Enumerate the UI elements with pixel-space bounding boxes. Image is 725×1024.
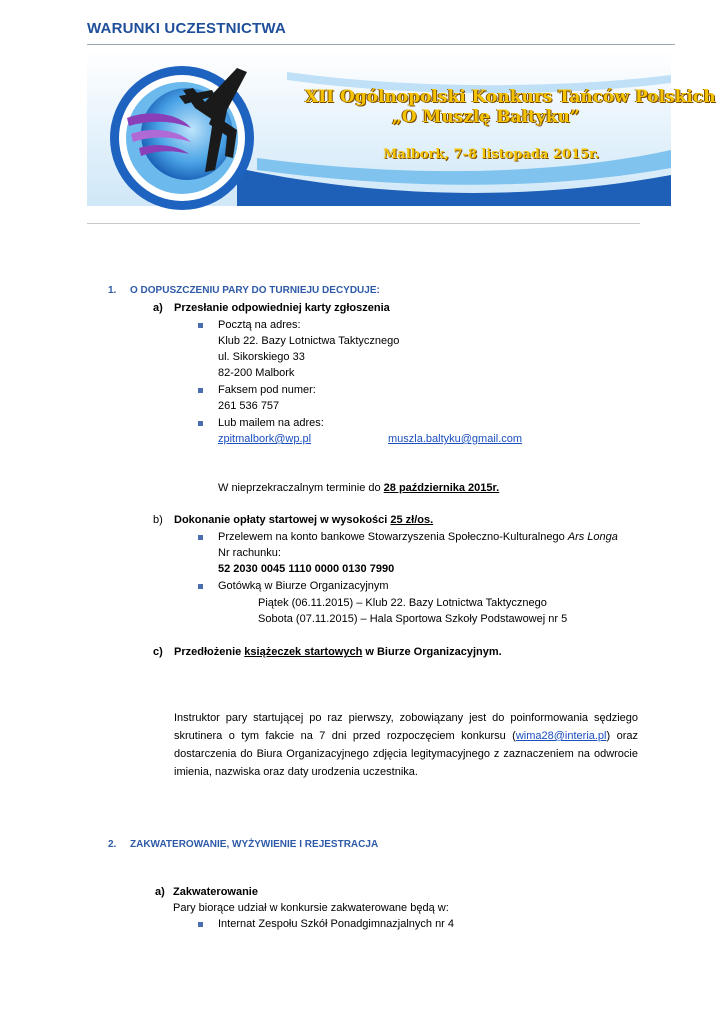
fee-prefix: Dokonanie opłaty startowej w wysokości <box>174 514 391 526</box>
accommodation-text: Pary biorące udział w konkursie zakwaterowane będą w: <box>173 902 449 914</box>
cash-text: Gotówką w Biurze Organizacyjnym <box>218 580 389 592</box>
item-a-label: a) <box>153 302 163 314</box>
booklet-term: książeczek startowych <box>244 646 363 658</box>
fax-label: Faksem pod numer: <box>218 384 316 396</box>
bullet-icon <box>198 584 203 589</box>
instructor-paragraph <box>174 709 638 781</box>
address-line-2: ul. Sikorskiego 33 <box>218 351 305 363</box>
banner-date: Malbork, 7-8 listopada 2015r. <box>383 147 600 162</box>
item-a-title: Przesłanie odpowiedniej karty zgłoszenia <box>174 302 390 314</box>
item-c-text <box>174 646 502 658</box>
bullet-icon <box>198 922 203 927</box>
item-b-label: b) <box>153 514 163 526</box>
mail-label: Lub mailem na adres: <box>218 417 324 429</box>
section-2-title: ZAKWATEROWANIE, WYŻYWIENIE I REJESTRACJA <box>130 839 379 850</box>
email-link-2[interactable]: muszla.baltyku@gmail.com <box>388 433 523 445</box>
banner-graphic <box>87 50 671 206</box>
banner-subtitle: „O Muszlę Bałtyku” <box>392 107 580 127</box>
booklet-suffix: w Biurze Organizacyjnym. <box>362 646 502 658</box>
item-2a-label: a) <box>155 886 165 898</box>
event-banner <box>87 50 716 206</box>
banner-title: XII Ogólnopolski Konkurs Tańców Polskich <box>305 87 716 107</box>
office-day-2: Sobota (07.11.2015) – Hala Sportowa Szkoły Podstawowej nr 5 <box>258 613 568 625</box>
item-2a-title: Zakwaterowanie <box>173 886 258 898</box>
fee-amount: 25 zł/os. <box>390 514 434 526</box>
bullet-icon <box>198 421 203 426</box>
bullet-icon <box>198 323 203 328</box>
section-1-title: O DOPUSZCZENIU PARY DO TURNIEJU DECYDUJE: <box>130 285 380 296</box>
transfer-prefix: Przelewem na konto bankowe Stowarzyszenia Społeczno-Kulturalnego <box>218 531 568 543</box>
office-day-1: Piątek (06.11.2015) – Klub 22. Bazy Lotnictwa Taktycznego <box>258 597 547 609</box>
deadline-date: 28 października 2015r. <box>383 482 500 494</box>
item-b-title <box>174 514 433 526</box>
post-label: Pocztą na adres: <box>218 319 301 331</box>
fax-number: 261 536 757 <box>218 400 280 412</box>
section-1-number: 1. <box>108 285 117 296</box>
deadline-text <box>218 482 499 494</box>
booklet-prefix: Przedłożenie <box>174 646 245 658</box>
item-c-label: c) <box>153 646 163 658</box>
header-divider <box>87 223 640 224</box>
paragraph-text-1: Instruktor pary startującej po raz pierwszy, zobowiązany jest do poinformowania sędziego skrutinera o tym fakcie na 7 dni przed rozpoczęciem konkursu ( <box>174 712 638 742</box>
document-title: WARUNKI UCZESTNICTWA <box>87 20 286 37</box>
transfer-text <box>218 531 618 543</box>
account-label: Nr rachunku: <box>218 547 281 559</box>
accommodation-place: Internat Zespołu Szkół Ponadgimnazjalnych nr 4 <box>218 918 455 930</box>
account-number: 52 2030 0045 1110 0000 0130 7990 <box>218 563 395 575</box>
title-divider <box>87 44 675 45</box>
section-2-number: 2. <box>108 839 117 850</box>
bullet-icon <box>198 388 203 393</box>
association-name: Ars Longa <box>567 531 618 543</box>
deadline-prefix: W nieprzekraczalnym terminie do <box>218 482 384 494</box>
address-line-1: Klub 22. Bazy Lotnictwa Taktycznego <box>218 335 400 347</box>
scrutineer-email-link[interactable]: wima28@interia.pl <box>515 730 607 742</box>
bullet-icon <box>198 535 203 540</box>
paragraph-text-2: ) oraz dostarczenia do Biura Organizacyjnego zdjęcia legitymacyjnego z zaznaczeniem na odwrocie imienia, nazwiska oraz daty urodzenia uczestnika. <box>174 730 638 778</box>
address-line-3: 82-200 Malbork <box>218 367 295 379</box>
email-link-1[interactable]: zpitmalbork@wp.pl <box>218 433 312 445</box>
